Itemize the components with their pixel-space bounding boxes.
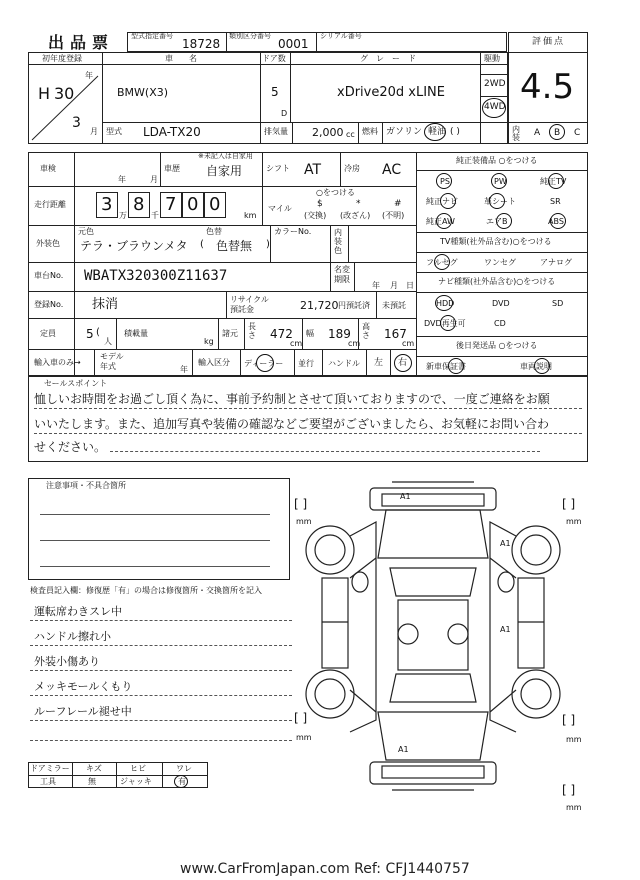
type-no-label: 型式指定番号 (131, 32, 173, 40)
handle-right: 右 (398, 358, 408, 368)
name-change-label: 名変期限 (334, 265, 350, 284)
mileage-digit-3: 7 (165, 194, 177, 215)
load-label: 積載量 (124, 329, 148, 338)
car-damage-diagram (290, 470, 590, 810)
note-line-1: 運転席わきスレ中 (34, 605, 122, 618)
hei-label: 高さ (362, 322, 370, 340)
handle-right-circle (394, 354, 412, 372)
equip-airbag: エアB (486, 217, 508, 226)
odo-unknown: # (394, 199, 402, 209)
mileage-digit-1: 3 (101, 194, 113, 215)
legend-h-4: ワレ (176, 764, 192, 773)
equip-aw: 純正AW (426, 217, 455, 226)
recycle-label: リサイクル預託金 (230, 295, 269, 314)
mileage-label: 走行距離 (34, 200, 66, 209)
mileage-digit-5: 0 (209, 194, 221, 215)
sales-line-1: 恤しいお時間をお過ごし頂く為に、事前予約制とさせて頂いておりますので、一度ご連絡をお願 (34, 392, 550, 406)
sales-label: セールスポイント (44, 379, 108, 388)
odo-modified: * (356, 199, 361, 209)
navi-cd: CD (494, 319, 506, 328)
hei-unit: cm (402, 339, 415, 348)
len-label: 長さ (248, 322, 256, 340)
mm-rr: mm (566, 735, 582, 744)
tv-fullseg-circle (434, 254, 450, 270)
model-value: LDA-TX20 (143, 125, 201, 139)
model-year-unit: 年 (180, 365, 188, 374)
interior-a: A (534, 128, 541, 138)
diagram-mark-top: A1 (400, 492, 411, 501)
tv-title: TV種類(社外品含む)○をつける (440, 237, 552, 246)
equip-pw: PW (494, 177, 507, 186)
type-no-value: 18728 (182, 37, 221, 51)
drive-4wd: 4WD (484, 102, 506, 112)
fuel-gasoline: ガソリン (386, 127, 423, 137)
mile-label: マイル (268, 204, 292, 213)
equip-tv-circle (548, 173, 564, 189)
equip-sr: SR (550, 197, 561, 206)
sen-unit: 千 (151, 211, 159, 220)
import-dealer-circle (256, 354, 274, 372)
navi-hdd-circle (435, 295, 453, 311)
import-type-label: 輸入区分 (198, 358, 230, 367)
note-line-5: ルーフレール褪せ中 (34, 705, 132, 718)
chassis-label: 車台No. (34, 271, 64, 280)
mileage-digit-4: 0 (187, 194, 199, 215)
grade-label: グレード (360, 54, 424, 63)
year-unit: 年 (85, 71, 93, 80)
equip-ps-circle (436, 173, 452, 189)
legend-v-4: 有 (178, 777, 186, 786)
navi-hdd: HDD (436, 299, 455, 308)
equip-ps: PS (440, 177, 450, 186)
drive-label: 駆動 (484, 54, 500, 63)
year-value: 30 (54, 84, 75, 103)
recycle-no: 未預託 (382, 301, 406, 310)
fuel-diesel-circle (424, 123, 446, 141)
diagram-mark-bottom: A1 (398, 745, 409, 754)
len-value: 472 (270, 327, 293, 341)
legend-v-1: 工具 (40, 777, 56, 786)
interior-label: 内装 (512, 125, 520, 142)
color-code-label: カラーNo. (274, 227, 312, 236)
tv-fullseg: フルセグ (426, 258, 458, 267)
class-no-value: 0001 (278, 37, 309, 51)
interior-b: B (554, 128, 561, 138)
equipment-title: 純正装備品 ○をつける (456, 156, 538, 165)
legend-h-2: キズ (86, 764, 102, 773)
later-manual: 車両説明 (520, 362, 552, 371)
recycle-value: 21,720 (300, 299, 339, 312)
bracket-rl: [ ] (294, 711, 308, 725)
note-line-2: ハンドル擦れ小 (34, 630, 111, 643)
equip-navi: 純正ナビ (426, 197, 458, 206)
month-value: 3 (72, 115, 81, 131)
car-name-value: BMW(X3) (117, 86, 169, 99)
equip-leather: 革シート (484, 197, 516, 206)
tv-oneseg: ワンセグ (484, 258, 516, 267)
notes-label: 注意事項・不具合箇所 (46, 481, 126, 490)
bracket-spare: [ ] (562, 783, 576, 797)
note-line-4: メッキモールくもり (34, 680, 133, 693)
hei-value: 167 (384, 327, 407, 341)
notes-box (28, 478, 290, 580)
inspector-label: 検査員記入欄：修復歴「有」の場合は修復箇所・交換箇所を記入 (30, 586, 262, 595)
equip-pw-circle (491, 173, 507, 189)
wid-value: 189 (328, 327, 351, 341)
km-unit: km (244, 211, 257, 220)
equip-abs: ABS (548, 217, 564, 226)
later-warranty-circle (448, 358, 464, 374)
later-warranty: 新車保証書 (426, 362, 466, 371)
reg-value: 抹消 (92, 297, 119, 312)
shift-label: シフト (266, 164, 290, 173)
name-change-day: 日 (406, 281, 414, 290)
legend-v4-circle (174, 775, 188, 788)
drive-4wd-circle (482, 98, 506, 118)
original-color-value: テラ・ブラウンメタ (80, 239, 188, 253)
color-label: 外装色 (36, 239, 60, 248)
handle-left: 左 (374, 358, 384, 368)
odometer-check-note: ○をつける (316, 188, 355, 197)
doors-label: ドア数 (262, 54, 286, 63)
displacement-unit: cc (346, 130, 355, 139)
wid-unit: cm (348, 339, 361, 348)
capacity-value: 5 (86, 327, 94, 341)
shaken-month-unit: 月 (150, 175, 158, 184)
odo-unknown-note: (不明) (382, 211, 405, 220)
bracket-fl: [ ] (294, 497, 308, 511)
era-value: H (38, 84, 51, 103)
shift-value: AT (304, 162, 322, 178)
reg-label: 登録No. (34, 300, 64, 309)
chassis-value: WBATX320300Z11637 (84, 268, 228, 284)
name-change-month: 月 (390, 281, 398, 290)
watermark-text: www.CarFromJapan.com Ref: CFJ1440757 (180, 861, 470, 877)
doors-suffix: D (281, 109, 288, 118)
bracket-rr: [ ] (562, 713, 576, 727)
handle-label: ハンドル (328, 359, 360, 368)
sheet-title: 出品票 (48, 33, 115, 52)
doors-value: 5 (271, 85, 279, 99)
legend-h-1: ドアミラー (30, 764, 70, 773)
mm-fl: mm (296, 517, 312, 526)
recycle-unit: 円預託済 (338, 301, 370, 310)
legend-v-3: ジャッキ (120, 777, 152, 786)
fuel-label: 燃料 (362, 127, 378, 136)
mm-fr: mm (566, 517, 582, 526)
load-unit: kg (204, 337, 214, 346)
note-line-3: 外装小傷あり (34, 655, 100, 668)
displacement-label: 排気量 (264, 127, 288, 136)
class-no-label: 類別区分番号 (229, 32, 271, 40)
import-label: 輸入車のみ→ (34, 358, 81, 367)
import-dealer: ディーラー (244, 359, 284, 368)
shaken-note: ※未記入は自家用 (198, 152, 253, 160)
equip-airbag-circle (496, 213, 512, 229)
odo-exchange: $ (317, 199, 323, 209)
mm-spare: mm (566, 803, 582, 812)
navi-dvd-play-circle (440, 315, 456, 331)
model-year-label: モデル年式 (100, 352, 124, 371)
odo-modified-note: (改ざん) (340, 211, 371, 220)
len-unit: cm (290, 339, 303, 348)
drive-2wd: 2WD (484, 79, 506, 89)
navi-sd: SD (552, 299, 564, 308)
color-change-label: 色替 (206, 227, 222, 236)
later-title: 後日発送品 ○をつける (456, 341, 538, 350)
fuel-diesel: 軽油 (428, 127, 447, 137)
equip-tv: 純正TV (540, 177, 567, 186)
car-name-label: 車名 (165, 54, 213, 63)
later-manual-circle (534, 358, 550, 374)
history-value: 自家用 (206, 164, 243, 178)
month-unit: 月 (90, 127, 98, 136)
mileage-digit-2: 8 (133, 194, 145, 215)
sales-line-3: せください。 (34, 440, 107, 454)
shaken-year-unit: 年 (118, 175, 126, 184)
diagram-mark-left: A1 (500, 539, 511, 548)
man-unit: 万 (119, 211, 127, 220)
name-change-year: 年 (372, 281, 380, 290)
legend-h-3: ヒビ (130, 764, 146, 773)
diagram-mark-mid: A1 (500, 625, 511, 634)
fuel-paren: ( ) (450, 127, 460, 137)
score-label: 評価点 (532, 37, 566, 47)
grade-value: xDrive20d xLINE (337, 85, 445, 100)
navi-title: ナビ種類(社外品含む)○をつける (438, 277, 556, 286)
legend-v-2: 無 (88, 777, 96, 786)
interior-c: C (574, 128, 581, 138)
equip-navi-circle (440, 193, 456, 209)
equip-aw-circle (436, 213, 452, 229)
odo-exchange-note: (交換) (304, 211, 327, 220)
capacity-unit: 人 (104, 337, 112, 346)
dims-label: 諸元 (222, 329, 238, 338)
bracket-fr: [ ] (562, 497, 576, 511)
navi-dvd-play: DVD再生可 (424, 319, 466, 328)
capacity-label: 定員 (40, 329, 56, 338)
score-value: 4.5 (520, 67, 575, 107)
history-label: 車歴 (164, 164, 180, 173)
first-reg-label: 初年度登録 (42, 54, 82, 63)
ac-value: AC (382, 162, 402, 178)
interior-b-circle (549, 124, 565, 140)
mm-rl: mm (296, 733, 312, 742)
serial-label: シリアル番号 (320, 32, 362, 40)
color-change-value: 色替無 (216, 239, 253, 253)
original-color-label: 元色 (78, 227, 94, 236)
navi-dvd: DVD (492, 299, 510, 308)
displacement-value: 2,000 (312, 126, 344, 139)
ac-label: 冷房 (344, 164, 360, 173)
interior-color-label: 内装色 (334, 228, 342, 255)
equip-abs-circle (550, 213, 566, 229)
tv-analog: アナログ (540, 258, 572, 267)
sales-line-2: いいたします。また、追加写真や装備の確認などご要望がございましたら、お気軽にお問い合わ (34, 417, 550, 431)
wid-label: 幅 (306, 329, 314, 338)
equip-leather-circle (489, 193, 505, 209)
model-label: 型式 (106, 127, 122, 136)
import-parallel: 並行 (298, 359, 314, 368)
shaken-label: 車検 (40, 164, 56, 173)
